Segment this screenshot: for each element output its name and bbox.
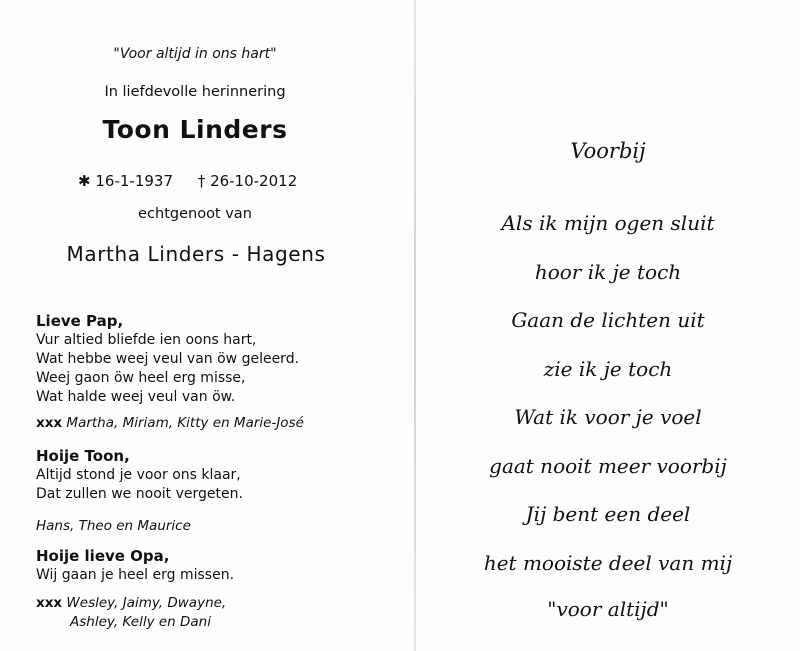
kisses-prefix: xxx [36,415,63,431]
poem-line: het mooiste deel van mij [483,551,733,575]
message-line: Altijd stond je voor ons klaar, [36,467,241,483]
signature-names: Martha, Miriam, Kitty en Marie-José [66,415,304,431]
signature-names-line2: Ashley, Kelly en Dani [70,614,211,630]
birth-date: 16-1-1937 [95,172,173,190]
message-block [36,312,304,431]
spouse-name: Martha Linders - Hagens [66,242,326,266]
signature-names: Wesley, Jaimy, Dwayne, [66,595,227,611]
death-cross-icon: † [197,172,206,190]
message-signature: Hans, Theo en Maurice [36,518,191,534]
message-signature [36,594,234,632]
message-heading: Hoije Toon, [36,447,130,465]
message-line: Wat hebbe weej veul van öw geleerd. [36,351,300,367]
message-block [36,447,243,534]
poem-line: Wat ik voor je voel [514,405,702,429]
intro-text: In liefdevolle herinnering [104,84,286,100]
right-page [416,0,800,651]
message-line: Wij gaan je heel erg missen. [36,567,235,583]
message-heading: Hoije lieve Opa, [36,547,170,565]
motto: "Voor altijd in ons hart" [113,46,277,62]
message-line: Weej gaon öw heel erg misse, [36,370,246,386]
poem-line: hoor ik je toch [534,260,682,284]
death-date: 26-10-2012 [210,172,298,190]
poem-line: "voor altijd" [547,597,669,621]
poem-line: Gaan de lichten uit [511,308,705,332]
message-line: Vur altied bliefde ien oons hart, [36,332,257,348]
kisses-prefix: xxx [36,595,63,611]
message-line: Wat halde weej veul van öw. [36,389,236,405]
life-dates [78,172,297,190]
spouse-of-label: echtgenoot van [138,206,252,222]
deceased-name: Toon Linders [102,115,288,144]
birth-star-icon: ✱ [78,172,91,190]
message-line: Dat zullen we nooit vergeten. [36,486,243,502]
message-signature [36,415,304,431]
poem-title: Voorbij [570,139,646,163]
poem-line: Jij bent een deel [525,502,691,526]
poem-line: gaat nooit meer voorbij [489,454,727,478]
message-block [36,547,234,632]
message-heading: Lieve Pap, [36,312,124,330]
poem-line: Als ik mijn ogen sluit [501,211,715,235]
poem-line: zie ik je toch [543,357,673,381]
